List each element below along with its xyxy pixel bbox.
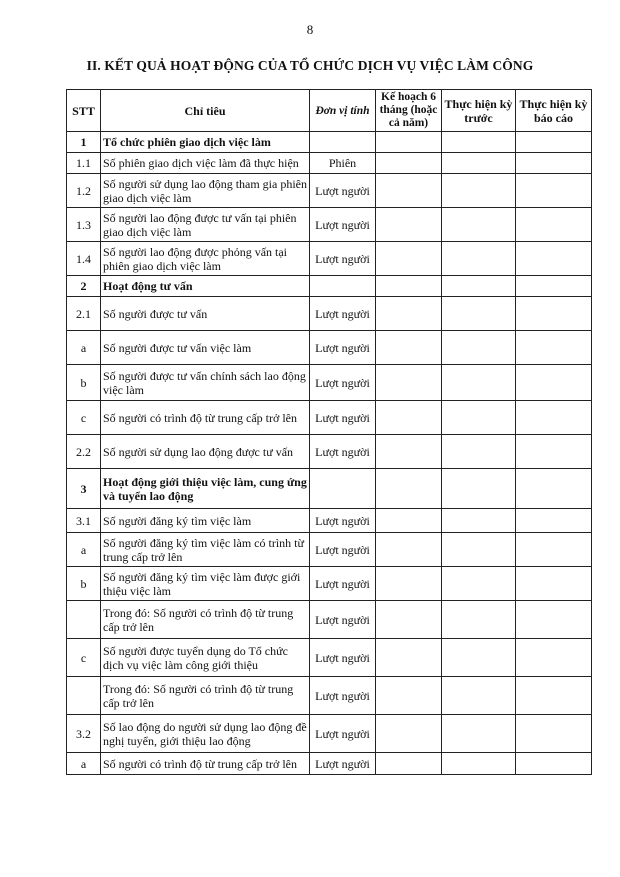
row-indicator: Số người được tư vấn chính sách lao động việc làm (101, 365, 310, 401)
cell-current[interactable] (516, 601, 592, 639)
table-row (67, 677, 592, 715)
row-indicator: Số người được tư vấn (101, 297, 310, 331)
cell-plan[interactable] (376, 753, 442, 775)
row-unit (310, 469, 376, 509)
header-current-period: Thực hiện kỳ báo cáo (516, 90, 592, 132)
cell-previous[interactable] (442, 331, 516, 365)
table-row (67, 331, 592, 365)
row-indicator: Số người lao động được phỏng vấn tại phiên giao dịch việc làm (101, 242, 310, 276)
row-unit: Lượt người (310, 567, 376, 601)
header-previous-period: Thực hiện kỳ trước (442, 90, 516, 132)
row-unit: Lượt người (310, 509, 376, 533)
cell-current[interactable] (516, 297, 592, 331)
cell-plan[interactable] (376, 242, 442, 276)
row-unit: Lượt người (310, 242, 376, 276)
row-unit: Lượt người (310, 715, 376, 753)
page-number: 8 (306, 22, 314, 37)
cell-previous[interactable] (442, 276, 516, 297)
row-stt: 1.1 (67, 153, 101, 174)
row-stt: 3 (67, 469, 101, 509)
row-indicator: Tổ chức phiên giao dịch việc làm (101, 132, 310, 153)
row-stt: 2 (67, 276, 101, 297)
cell-plan[interactable] (376, 153, 442, 174)
table-row (67, 208, 592, 242)
row-unit (310, 276, 376, 297)
cell-plan[interactable] (376, 365, 442, 401)
row-indicator: Hoạt động giới thiệu việc làm, cung ứng và tuyển lao động (101, 469, 310, 509)
cell-plan[interactable] (376, 208, 442, 242)
report-table (66, 89, 592, 775)
row-unit: Lượt người (310, 639, 376, 677)
row-indicator: Số người được tư vấn việc làm (101, 331, 310, 365)
table-row (67, 509, 592, 533)
row-unit: Lượt người (310, 533, 376, 567)
row-indicator: Số người có trình độ từ trung cấp trở lên (101, 401, 310, 435)
row-indicator: Số lao động do người sử dụng lao động đề nghị tuyển, giới thiệu lao động (101, 715, 310, 753)
row-stt (67, 677, 101, 715)
row-stt: 3.2 (67, 715, 101, 753)
cell-previous[interactable] (442, 509, 516, 533)
row-unit: Lượt người (310, 297, 376, 331)
row-indicator: Số người đăng ký tìm việc làm (101, 509, 310, 533)
row-unit: Lượt người (310, 365, 376, 401)
row-stt: 1.3 (67, 208, 101, 242)
cell-plan[interactable] (376, 715, 442, 753)
row-indicator: Số người lao động được tư vấn tại phiên giao dịch việc làm (101, 208, 310, 242)
table-row (67, 601, 592, 639)
row-unit: Lượt người (310, 401, 376, 435)
cell-current[interactable] (516, 365, 592, 401)
row-stt: 1.4 (67, 242, 101, 276)
row-indicator: Số người sử dụng lao động tham gia phiên giao dịch việc làm (101, 174, 310, 208)
row-stt: c (67, 639, 101, 677)
row-indicator: Trong đó: Số người có trình độ từ trung cấp trở lên (101, 601, 310, 639)
cell-current[interactable] (516, 509, 592, 533)
cell-previous[interactable] (442, 435, 516, 469)
cell-plan[interactable] (376, 533, 442, 567)
row-stt: b (67, 567, 101, 601)
row-indicator: Số người có trình độ từ trung cấp trở lên (101, 753, 310, 775)
header-indicator: Chỉ tiêu (101, 90, 310, 132)
cell-current[interactable] (516, 276, 592, 297)
table-row (67, 533, 592, 567)
cell-plan[interactable] (376, 469, 442, 509)
row-indicator: Hoạt động tư vấn (101, 276, 310, 297)
row-stt (67, 601, 101, 639)
cell-previous[interactable] (442, 533, 516, 567)
table-row (67, 242, 592, 276)
row-unit: Lượt người (310, 331, 376, 365)
row-unit: Phiên (310, 153, 376, 174)
cell-plan[interactable] (376, 401, 442, 435)
cell-plan[interactable] (376, 297, 442, 331)
cell-current[interactable] (516, 639, 592, 677)
row-stt: a (67, 533, 101, 567)
table-row (67, 401, 592, 435)
cell-plan[interactable] (376, 174, 442, 208)
cell-current[interactable] (516, 208, 592, 242)
cell-current[interactable] (516, 753, 592, 775)
row-stt: a (67, 331, 101, 365)
cell-current[interactable] (516, 174, 592, 208)
row-unit: Lượt người (310, 753, 376, 775)
cell-current[interactable] (516, 715, 592, 753)
row-unit: Lượt người (310, 174, 376, 208)
cell-previous[interactable] (442, 715, 516, 753)
cell-previous[interactable] (442, 153, 516, 174)
row-stt: 2.2 (67, 435, 101, 469)
cell-plan[interactable] (376, 132, 442, 153)
cell-previous[interactable] (442, 174, 516, 208)
cell-current[interactable] (516, 242, 592, 276)
header-stt: STT (67, 90, 101, 132)
row-indicator: Số người đăng ký tìm việc làm được giới thiệu việc làm (101, 567, 310, 601)
cell-previous[interactable] (442, 365, 516, 401)
row-stt: b (67, 365, 101, 401)
table-row (67, 276, 592, 297)
cell-current[interactable] (516, 533, 592, 567)
row-unit: Lượt người (310, 677, 376, 715)
cell-current[interactable] (516, 567, 592, 601)
row-stt: 2.1 (67, 297, 101, 331)
cell-plan[interactable] (376, 639, 442, 677)
cell-previous[interactable] (442, 208, 516, 242)
table-row (67, 753, 592, 775)
row-indicator: Số người sử dụng lao động được tư vấn (101, 435, 310, 469)
cell-previous[interactable] (442, 567, 516, 601)
table-row (67, 297, 592, 331)
header-unit: Đơn vị tính (310, 90, 376, 132)
cell-plan[interactable] (376, 567, 442, 601)
cell-previous[interactable] (442, 753, 516, 775)
cell-current[interactable] (516, 435, 592, 469)
row-indicator: Trong đó: Số người có trình độ từ trung cấp trở lên (101, 677, 310, 715)
cell-plan[interactable] (376, 677, 442, 715)
cell-previous[interactable] (442, 677, 516, 715)
row-stt: a (67, 753, 101, 775)
header-plan: Kế hoạch 6 tháng (hoặc cả năm) (376, 90, 442, 132)
cell-previous[interactable] (442, 469, 516, 509)
cell-previous[interactable] (442, 401, 516, 435)
cell-previous[interactable] (442, 639, 516, 677)
cell-previous[interactable] (442, 242, 516, 276)
cell-plan[interactable] (376, 276, 442, 297)
cell-current[interactable] (516, 331, 592, 365)
cell-current[interactable] (516, 401, 592, 435)
cell-plan[interactable] (376, 331, 442, 365)
row-unit: Lượt người (310, 435, 376, 469)
cell-plan[interactable] (376, 509, 442, 533)
cell-current[interactable] (516, 469, 592, 509)
table-row (67, 639, 592, 677)
row-unit (310, 132, 376, 153)
table-row (67, 567, 592, 601)
section-title: II. KẾT QUẢ HOẠT ĐỘNG CỦA TỔ CHỨC DỊCH VỤ VIỆC LÀM CÔNG (86, 58, 534, 73)
table-row (67, 469, 592, 509)
row-unit: Lượt người (310, 208, 376, 242)
table-row (67, 132, 592, 153)
table-row (67, 715, 592, 753)
table-row (67, 153, 592, 174)
cell-current[interactable] (516, 153, 592, 174)
cell-plan[interactable] (376, 435, 442, 469)
table-row (67, 174, 592, 208)
cell-previous[interactable] (442, 601, 516, 639)
row-indicator: Số người đăng ký tìm việc làm có trình từ trung cấp trở lên (101, 533, 310, 567)
row-indicator: Số người được tuyển dụng do Tổ chức dịch vụ việc làm công giới thiệu (101, 639, 310, 677)
row-unit: Lượt người (310, 601, 376, 639)
row-stt: 3.1 (67, 509, 101, 533)
row-stt: 1.2 (67, 174, 101, 208)
cell-current[interactable] (516, 132, 592, 153)
cell-previous[interactable] (442, 297, 516, 331)
row-stt: c (67, 401, 101, 435)
row-indicator: Số phiên giao dịch việc làm đã thực hiện (101, 153, 310, 174)
table-row (67, 365, 592, 401)
cell-plan[interactable] (376, 601, 442, 639)
cell-current[interactable] (516, 677, 592, 715)
table-row (67, 435, 592, 469)
table-header-row (67, 90, 592, 132)
cell-previous[interactable] (442, 132, 516, 153)
row-stt: 1 (67, 132, 101, 153)
